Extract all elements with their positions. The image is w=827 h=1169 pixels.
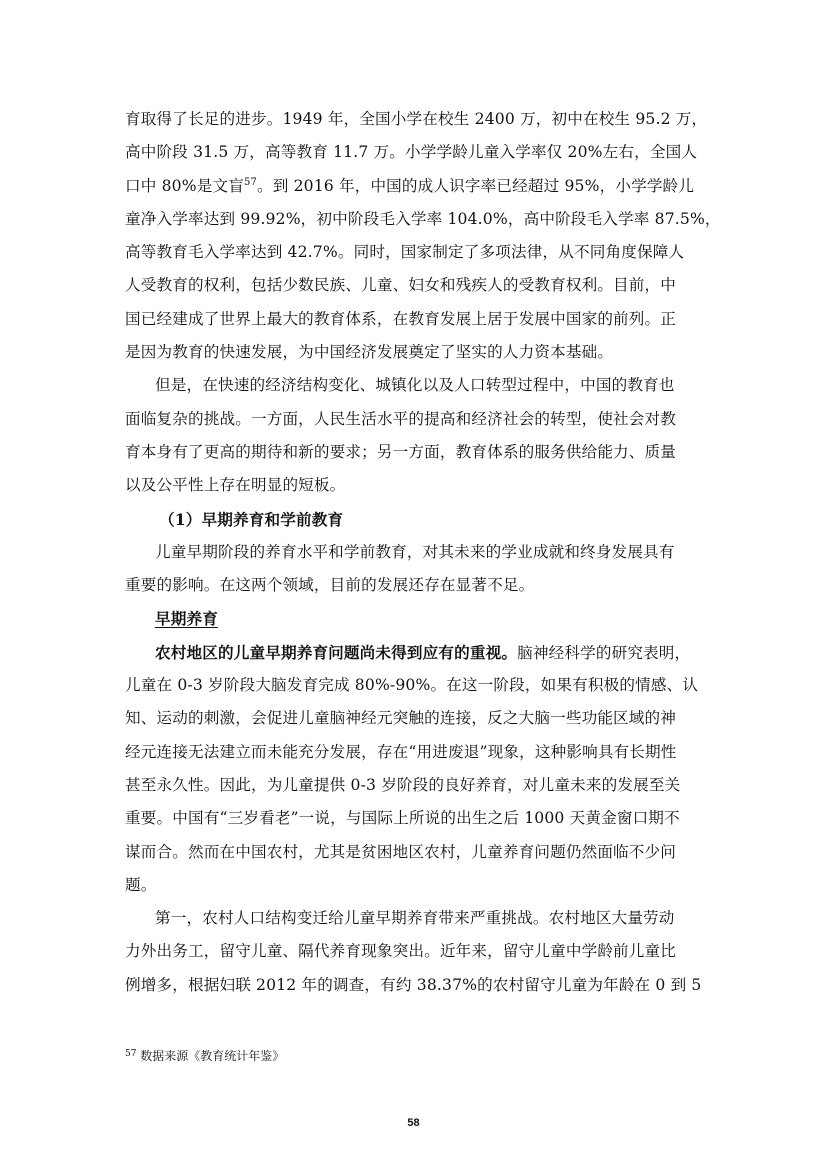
text-line: 谋而合。然而在中国农村，尤其是贫困地区农村，儿童养育问题仍然面临不少问	[125, 842, 677, 861]
text-line: 育本身有了更高的期待和新的要求；另一方面，教育体系的服务供给能力、质量	[125, 442, 677, 461]
text-line: 国已经建成了世界上最大的教育体系，在教育发展上居于发展中国家的前列。正	[125, 309, 677, 328]
text-line: 知、运动的刺激，会促进儿童脑神经元突触的连接，反之大脑一些功能区域的神	[125, 709, 677, 728]
subheading: 早期养育	[155, 609, 218, 629]
bold-lead-sentence: 农村地区的儿童早期养育问题尚未得到应有的重视。	[155, 642, 518, 662]
text-line: 力外出务工，留守儿童、隔代养育现象突出。近年来，留守儿童中学龄前儿童比	[125, 942, 677, 961]
text-segment: 脑神经科学的研究表明，	[517, 643, 691, 662]
text-line: 儿童在 0-3 岁阶段大脑发育完成 80%-90%。在这一阶段，如果有积极的情感、认	[125, 676, 699, 695]
paragraph-start-line: 第一，农村人口结构变迁给儿童早期养育带来严重挑战。农村地区大量劳动	[155, 909, 675, 928]
paragraph-start-line: 但是，在快速的经济结构变化、城镇化以及人口转型过程中，中国的教育也	[155, 376, 675, 395]
text-segment: 口中 80%是文盲	[125, 176, 244, 195]
text-line: 重要的影响。在这两个领域，目前的发展还存在显著不足。	[125, 576, 535, 595]
text-line: 面临复杂的挑战。一方面，人民生活水平的提高和经济社会的转型，使社会对教	[125, 409, 677, 428]
subheading-line	[125, 602, 710, 635]
paragraph-start-line: 儿童早期阶段的养育水平和学前教育，对其未来的学业成就和终身发展具有	[155, 542, 675, 561]
text-line	[125, 170, 710, 203]
text-line: 例增多，根据妇联 2012 年的调查，有约 38.37%的农村留守儿童为年龄在 0 到 5	[125, 975, 702, 994]
text-line: 高中阶段 31.5 万，高等教育 11.7 万。小学学龄儿童入学率仅 20%左右，全国人	[125, 143, 698, 162]
text-line: 高等教育毛入学率达到 42.7%。同时，国家制定了多项法律，从不同角度保障人	[125, 243, 685, 262]
footnote-text: 数据来源《教育统计年鉴》	[140, 1049, 285, 1063]
page-number: 58	[407, 1117, 420, 1129]
text-segment: 。到 2016 年，中国的成人识字率已经超过 95%，小学学龄儿	[256, 176, 695, 195]
text-line: 童净入学率达到 99.92%，初中阶段毛入学率 104.0%，高中阶段毛入学率 87.5%，	[125, 209, 721, 228]
text-line: 人受教育的权利，包括少数民族、儿童、妇女和残疾人的受教育权利。目前，中	[125, 276, 677, 295]
body-text	[125, 103, 721, 1002]
text-line: 甚至永久性。因此，为儿童提供 0-3 岁阶段的良好养育，对儿童未来的发展至关	[125, 775, 681, 794]
text-line: 题。	[125, 875, 157, 894]
text-line: 重要。中国有“三岁看老”一说，与国际上所说的出生之后 1000 天黄金窗口期不	[125, 809, 680, 828]
section-heading: （1）早期养育和学前教育	[159, 509, 344, 529]
footnote-number: 57	[125, 1049, 137, 1059]
footnote-reference[interactable]: 57	[243, 176, 257, 188]
paragraph-start-line	[125, 636, 710, 669]
footnote	[125, 1047, 284, 1064]
text-line: 育取得了长足的进步。1949 年，全国小学在校生 2400 万，初中在校生 95.2 万，	[125, 110, 708, 128]
text-line: 以及公平性上存在明显的短板。	[125, 476, 346, 495]
text-line: 经元连接无法建立而未能充分发展，存在“用进废退”现象，这种影响具有长期性	[125, 742, 677, 761]
text-line: 是因为教育的快速发展，为中国经济发展奠定了坚实的人力资本基础。	[125, 343, 614, 362]
